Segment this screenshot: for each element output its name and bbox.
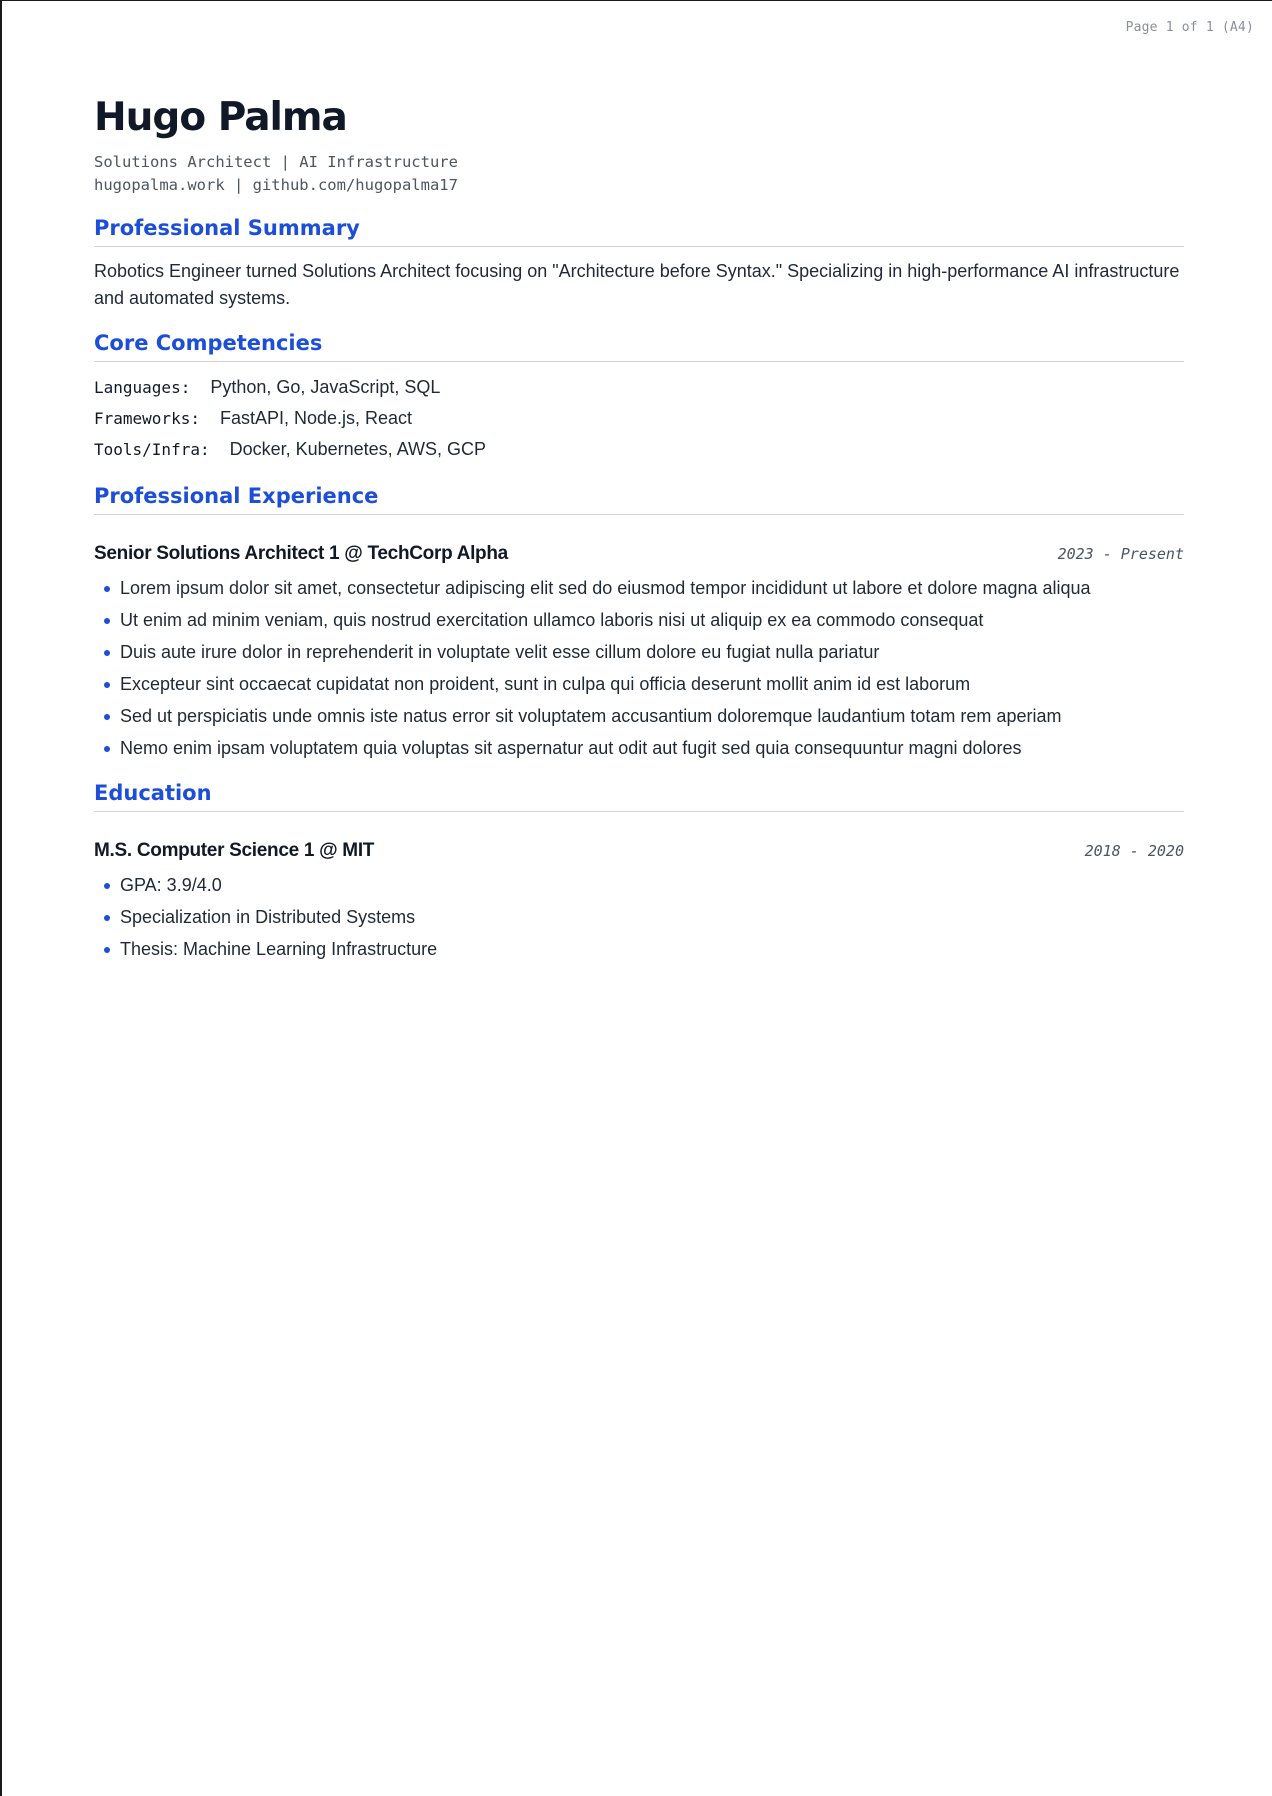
skill-row-tools (94, 434, 1184, 465)
education-bullets (94, 872, 1184, 963)
list-item: Thesis: Machine Learning Infrastructure (104, 936, 1184, 963)
degree-title: M.S. Computer Science 1 @ MIT (94, 840, 375, 861)
skill-value: Python, Go, JavaScript, SQL (210, 377, 441, 397)
job-bullets (94, 575, 1184, 762)
skill-label: Languages: (94, 378, 191, 397)
job-title: Senior Solutions Architect 1 @ TechCorp Alpha (94, 543, 508, 564)
education-header (94, 840, 1184, 862)
page-indicator: Page 1 of 1 (A4) (1125, 20, 1254, 35)
candidate-name: Hugo Palma (94, 95, 347, 140)
education-heading: Education (94, 778, 1184, 812)
experience-heading: Professional Experience (94, 481, 1184, 515)
list-item: Nemo enim ipsam voluptatem quia voluptas sit aspernatur aut odit aut fugit sed quia consequuntur magni dolores (104, 735, 1184, 762)
job-dates: 2023 - Present (1057, 545, 1184, 563)
skill-label: Frameworks: (94, 409, 200, 428)
education-dates: 2018 - 2020 (1084, 842, 1184, 860)
education-section (94, 778, 1184, 963)
list-item: Specialization in Distributed Systems (104, 904, 1184, 931)
resume-content (94, 93, 1184, 968)
candidate-contact: hugopalma.work | github.com/hugopalma17 (94, 176, 458, 194)
summary-heading: Professional Summary (94, 213, 1184, 247)
summary-text: Robotics Engineer turned Solutions Architect focusing on "Architecture before Syntax." Specializing in high-performance AI infrastructure and automated systems. (94, 261, 1180, 308)
skill-row-frameworks (94, 403, 1184, 434)
list-item: Sed ut perspiciatis unde omnis iste natus error sit voluptatem accusantium doloremque laudantium totam rem aperiam (104, 703, 1184, 730)
job-header (94, 543, 1184, 565)
list-item: Duis aute irure dolor in reprehenderit in voluptate velit esse cillum dolore eu fugiat nulla pariatur (104, 639, 1184, 666)
summary-section (94, 213, 1184, 312)
skill-value: FastAPI, Node.js, React (219, 408, 413, 428)
list-item: Excepteur sint occaecat cupidatat non proident, sunt in culpa qui officia deserunt mollit anim id est laborum (104, 671, 1184, 698)
competencies-section (94, 328, 1184, 465)
list-item: Ut enim ad minim veniam, quis nostrud exercitation ullamco laboris nisi ut aliquip ex ea commodo consequat (104, 607, 1184, 634)
skill-label: Tools/Infra: (94, 440, 210, 459)
education-entry (94, 840, 1184, 963)
experience-section (94, 481, 1184, 762)
skill-value: Docker, Kubernetes, AWS, GCP (229, 439, 487, 459)
candidate-tagline: Solutions Architect | AI Infrastructure (94, 153, 458, 171)
list-item: Lorem ipsum dolor sit amet, consectetur adipiscing elit sed do eiusmod tempor incididunt ut labore et dolore magna aliqua (104, 575, 1184, 602)
job-entry (94, 543, 1184, 762)
competencies-heading: Core Competencies (94, 328, 1184, 362)
list-item: GPA: 3.9/4.0 (104, 872, 1184, 899)
skill-row-languages (94, 372, 1184, 403)
skills-list (94, 372, 1184, 465)
